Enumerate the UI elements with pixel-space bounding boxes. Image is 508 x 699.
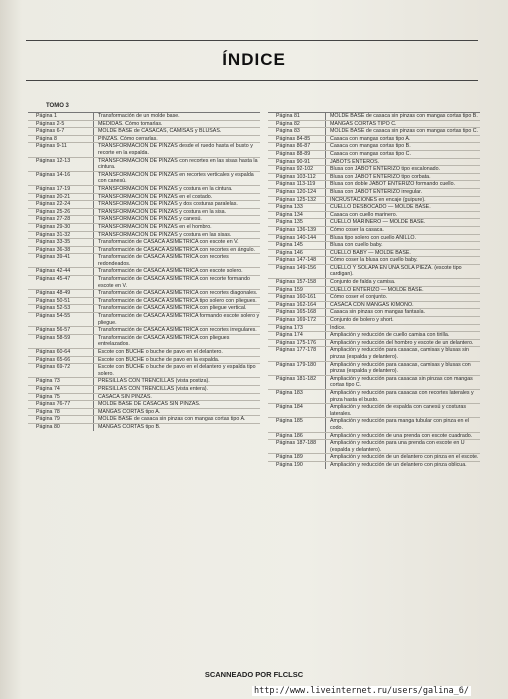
index-entry: [28, 400, 260, 408]
entry-page-number: Página 1: [28, 113, 94, 120]
entry-page-number: Página 83: [268, 128, 326, 135]
entry-page-number: Páginas 36-38: [28, 247, 94, 254]
entry-page-number: Páginas 76-77: [28, 401, 94, 408]
index-entry: [28, 253, 260, 267]
entry-page-number: Páginas 58-59: [28, 335, 94, 348]
index-entry: [28, 127, 260, 135]
index-entry: [28, 231, 260, 239]
entry-page-number: Páginas 9-11: [28, 143, 94, 156]
entry-description: TRANSFORMACION DE PINZAS y costura en la sisa.: [98, 208, 227, 215]
index-entry: [28, 326, 260, 334]
entry-description: Casaca con mangas cortas tipo A.: [330, 135, 411, 142]
index-entry: [268, 150, 480, 158]
entry-description: TRANSFORMACION DE PINZAS y costura en la cintura.: [98, 185, 233, 192]
scan-credit: SCANNEADO POR FLCLSC: [204, 670, 304, 679]
entry-description: Ampliación y reducción para una prenda con escote en U (espalda y delantero).: [330, 440, 465, 453]
entry-description: CUELLO DESBOCADO — MOLDE BASE.: [330, 204, 431, 211]
entry-description: MOLDE BASE de casaca sin pinzas con mangas cortas tipo C.: [330, 128, 479, 135]
index-entry: [268, 453, 480, 461]
entry-page-number: Páginas 86-87: [268, 143, 326, 150]
entry-page-number: Páginas 103-112: [268, 174, 326, 181]
entry-description: Ampliación y reducción para casacas con recortes laterales y pinza hasta el busto.: [330, 389, 474, 403]
index-entry: [268, 127, 480, 135]
index-entry: [28, 215, 260, 223]
entry-description: Ampliación y reducción para casacas, camisas y blusas con pinzas (espalda y delantero).: [330, 361, 471, 375]
entry-description: Indice.: [330, 324, 346, 331]
entry-page-number: Páginas 14-16: [28, 172, 94, 185]
entry-page-number: Páginas 27-28: [28, 216, 94, 223]
entry-page-number: Páginas 120-124: [268, 189, 326, 196]
index-entry: [268, 211, 480, 219]
index-entry: [28, 200, 260, 208]
index-entry: [268, 180, 480, 188]
index-entry: [28, 312, 260, 326]
entry-description: Casaca sin pinzas con mangas fantasía.: [330, 309, 426, 316]
index-entry: [268, 461, 480, 469]
entry-page-number: Página 75: [28, 394, 94, 401]
entry-page-number: Página 189: [268, 454, 326, 461]
entry-description: Transformación de CASACA ASIMETRICA con pliegue vertical.: [98, 305, 247, 312]
index-entry: [268, 301, 480, 309]
index-entry: [268, 278, 480, 286]
entry-description: PINZAS. Cómo cerrarlas.: [98, 135, 158, 142]
entry-page-number: Páginas 65-66: [28, 357, 94, 364]
entry-page-number: Páginas 90-91: [268, 159, 326, 166]
index-entry: [28, 377, 260, 385]
entry-page-number: Páginas 33-35: [28, 239, 94, 246]
index-entry: [268, 264, 480, 278]
index-entry: [28, 267, 260, 275]
entry-description: MANGAS CORTAS tipo B.: [98, 423, 161, 430]
index-entry: [28, 157, 260, 171]
entry-description: Ampliación y reducción de una prenda con escote cuadrado.: [330, 432, 473, 439]
index-entry: [268, 256, 480, 264]
entry-page-number: Páginas 48-49: [28, 290, 94, 297]
entry-description: Transformación de CASACA ASIMETRICA con recortes diagonales.: [98, 290, 258, 297]
index-entry: [268, 188, 480, 196]
entry-description: Conjunto de bolero y short.: [330, 317, 394, 324]
entry-page-number: Página 8: [28, 136, 94, 143]
entry-description: Blusa con JABOT ENTERIZO tipo escalonado.: [330, 166, 441, 173]
entry-page-number: Página 159: [268, 287, 326, 294]
index-entry: [28, 112, 260, 120]
entry-page-number: Páginas 17-19: [28, 186, 94, 193]
index-entry: [268, 165, 480, 173]
entry-page-number: Páginas 52-53: [28, 305, 94, 312]
entry-description: TRANSFORMACION DE PINZAS y canesú.: [98, 216, 202, 223]
entry-page-number: Páginas 25-26: [28, 209, 94, 216]
index-entry: [28, 289, 260, 297]
entry-page-number: Páginas 187-188: [268, 440, 326, 453]
entry-page-number: Página 81: [268, 113, 326, 120]
entry-description: Escote con BUCHE o buche de pavo en la espalda.: [98, 356, 220, 363]
index-entry: [268, 375, 480, 389]
entry-page-number: Páginas 60-64: [28, 349, 94, 356]
index-entry: [268, 439, 480, 453]
entry-page-number: Página 173: [268, 325, 326, 332]
entry-page-number: Páginas 177-178: [268, 347, 326, 360]
index-entry: [268, 196, 480, 204]
entry-description: MOLDE BASE DE CASACAS SIN PINZAS.: [98, 401, 201, 408]
entry-description: Transformación de CASACA ASIMETRICA con escote en V.: [98, 239, 239, 246]
index-entry: [268, 142, 480, 150]
entry-page-number: Página 184: [268, 404, 326, 417]
index-entry: [268, 234, 480, 242]
index-entry: [268, 226, 480, 234]
entry-page-number: Páginas 56-57: [28, 327, 94, 334]
entry-page-number: Página 80: [28, 424, 94, 431]
entry-description: Ampliación y reducción para casacas, camisas y blusas sin pinzas (espalda y delantero).: [330, 347, 469, 360]
entry-page-number: Página 174: [268, 332, 326, 339]
entry-description: Ampliación y reducción de un delantero con pinza en el escote.: [330, 454, 479, 461]
entry-page-number: Páginas 29-30: [28, 224, 94, 231]
index-entry: [28, 385, 260, 393]
entry-description: Cómo coser la casaca.: [330, 226, 384, 233]
index-entry: [28, 423, 260, 431]
entry-description: TRANSFORMACION DE PINZAS en el costado.: [98, 193, 213, 200]
entry-page-number: Páginas 181-182: [268, 376, 326, 389]
entry-page-number: Página 190: [268, 462, 326, 469]
entry-description: Ampliación y reducción para manga tubular con pinza en el codo.: [330, 418, 469, 431]
index-entry: [28, 238, 260, 246]
index-entry: [28, 193, 260, 201]
entry-description: Transformación de CASACA ASIMETRICA con recortes irregulares.: [98, 327, 257, 334]
entry-description: Casaca con mangas cortas tipo C.: [330, 150, 411, 157]
page-title: ÍNDICE: [222, 50, 286, 69]
entry-description: CUELLO MARINERO — MOLDE BASE.: [330, 219, 426, 226]
index-entry: [28, 348, 260, 356]
entry-description: Ampliación y reducción de espalda con canesú y costuras laterales.: [330, 404, 467, 417]
title-rule: [26, 80, 478, 81]
entry-page-number: Páginas 50-51: [28, 298, 94, 305]
entry-page-number: Página 133: [268, 204, 326, 211]
entry-page-number: Página 74: [28, 386, 94, 393]
entry-description: PRESILLAS CON TRENCILLAS (vista postiza).: [98, 378, 210, 385]
entry-description: Casaca con cuello marinero.: [330, 211, 398, 218]
entry-description: Transformación de CASACA ASIMETRICA con recortes redondeados.: [98, 254, 229, 267]
entry-description: Transformación de CASACA ASIMETRICA con recorte formando escote en V.: [98, 276, 251, 289]
index-entry: [28, 275, 260, 289]
index-entry: [268, 324, 480, 332]
entry-page-number: Páginas 165-168: [268, 309, 326, 316]
entry-description: MOLDE BASE de CASACAS, CAMISAS y BLUSAS.: [98, 128, 222, 135]
entry-description: Ampliación y reducción del hombro y escote de un delantero.: [330, 339, 474, 346]
volume-label: TOMO 3: [46, 103, 69, 109]
index-entry: [28, 334, 260, 348]
entry-page-number: Páginas 113-119: [268, 181, 326, 188]
entry-page-number: Páginas 169-172: [268, 317, 326, 324]
index-entry: [268, 417, 480, 431]
index-column-right: [268, 112, 480, 469]
entry-page-number: Páginas 20-21: [28, 194, 94, 201]
entry-page-number: Página 73: [28, 378, 94, 385]
entry-description: Blusa con JABOT ENTERIZO tipo corbata.: [330, 173, 431, 180]
entry-page-number: Páginas 136-139: [268, 227, 326, 234]
entry-description: Transformación de CASACA ASIMETRICA con escote solero.: [98, 268, 243, 275]
entry-description: CASACA CON MANGAS KIMONO.: [330, 301, 414, 308]
index-entry: [268, 218, 480, 226]
index-entry: [28, 408, 260, 416]
entry-description: Transformación de CASACA ASIMETRICA tipo solero con pliegues.: [98, 297, 257, 304]
index-entry: [268, 112, 480, 120]
entry-page-number: Páginas 162-164: [268, 302, 326, 309]
entry-page-number: Página 78: [28, 409, 94, 416]
index-entry: [28, 356, 260, 364]
index-entry: [268, 241, 480, 249]
index-entry: [268, 331, 480, 339]
index-entry: [28, 246, 260, 254]
entry-page-number: Páginas 84-85: [268, 136, 326, 143]
entry-description: Blusa con cuello baby.: [330, 242, 383, 249]
entry-description: Transformación de CASACA ASIMETRICA formando escote solero y pliegue.: [98, 313, 260, 326]
entry-description: TRANSFORMACION DE PINZAS con recortes en las sisas hasta la cintura.: [98, 157, 258, 171]
index-entry: [28, 120, 260, 128]
entry-description: CASACA SIN PINZAS.: [98, 393, 152, 400]
entry-description: Cómo coser el conjunto.: [330, 294, 388, 301]
index-entry: [28, 304, 260, 312]
index-entry: [28, 208, 260, 216]
entry-page-number: Páginas 149-156: [268, 265, 326, 278]
index-entry: [268, 158, 480, 166]
index-entry: [268, 389, 480, 403]
entry-page-number: Páginas 88-89: [268, 151, 326, 158]
entry-page-number: Página 145: [268, 242, 326, 249]
entry-description: Blusa tipo solero con cuello ANILLO.: [330, 234, 416, 241]
entry-page-number: Páginas 179-180: [268, 362, 326, 375]
entry-description: CUELLO BABY — MOLDE BASE.: [330, 249, 411, 256]
index-entry: [268, 432, 480, 440]
entry-page-number: Páginas 22-24: [28, 201, 94, 208]
entry-page-number: Página 146: [268, 250, 326, 257]
entry-page-number: Página 183: [268, 390, 326, 403]
entry-description: Blusa con JABOT ENTERIZO irregular.: [330, 188, 423, 195]
entry-description: INCRUSTACIONES en encaje (guipure).: [330, 196, 426, 203]
entry-description: CUELLO Y SOLAPA EN UNA SOLA PIEZA. (escote tipo cardigan).: [330, 264, 462, 278]
entry-page-number: Páginas 157-158: [268, 279, 326, 286]
entry-description: MANGAS CORTAS TIPO C.: [330, 120, 397, 127]
entry-description: PRESILLAS CON TRENCILLAS (vista entera).: [98, 385, 208, 392]
entry-description: Ampliación y reducción de cuello camisa con tirilla.: [330, 332, 450, 339]
entry-description: MOLDE BASE de casaca sin pinzas con mangas cortas tipo A.: [98, 416, 246, 423]
index-entry: [28, 415, 260, 423]
entry-description: MOLDE BASE de casaca sin pinzas con mangas cortas tipo B.: [330, 113, 478, 119]
entry-page-number: Páginas 2-5: [28, 121, 94, 128]
entry-description: Casaca con mangas cortas tipo B.: [330, 143, 411, 150]
entry-description: TRANSFORMACION DE PINZAS en el hombro.: [98, 223, 212, 230]
index-entry: [28, 297, 260, 305]
entry-description: Transformación de CASACA ASIMETRICA con recortes en ángulo.: [98, 246, 256, 253]
entry-page-number: Páginas 160-161: [268, 294, 326, 301]
entry-page-number: Páginas 12-13: [28, 158, 94, 171]
entry-page-number: Páginas 31-32: [28, 232, 94, 239]
index-entry: [28, 142, 260, 156]
index-entry: [268, 286, 480, 294]
index-column-left: [28, 112, 260, 431]
index-entry: [268, 120, 480, 128]
entry-description: Escote con BUCHE o buche de pavo en el delantero.: [98, 349, 223, 355]
top-rule: [26, 40, 478, 41]
entry-page-number: Página 82: [268, 121, 326, 128]
entry-description: CUELLO ENTERIZO — MOLDE BASE.: [330, 286, 424, 293]
entry-description: TRANSFORMACION DE PINZAS en recortes verticales y espalda con canesú.: [98, 171, 254, 185]
index-entry: [28, 363, 260, 377]
entry-page-number: Páginas 125-132: [268, 197, 326, 204]
index-entry: [28, 135, 260, 143]
entry-description: JABOTS ENTEROS.: [330, 158, 380, 165]
entry-page-number: Páginas 42-44: [28, 268, 94, 275]
entry-description: Transformación de CASACA ASIMETRICA con pliegues entrelazados.: [98, 334, 230, 348]
entry-description: Escote con BUCHE o buche de pavo en el delantero y espalda tipo solero.: [98, 364, 256, 377]
entry-page-number: Páginas 147-148: [268, 257, 326, 264]
entry-description: MEDIDAS. Cómo tomarlas.: [98, 120, 163, 127]
index-entry: [28, 393, 260, 401]
entry-page-number: Páginas 175-176: [268, 340, 326, 347]
index-entry: [268, 316, 480, 324]
entry-page-number: Páginas 92-102: [268, 166, 326, 173]
entry-page-number: Páginas 39-41: [28, 254, 94, 267]
source-url-watermark: http://www.liveinternet.ru/users/galina_6/: [254, 686, 469, 696]
index-entry: [268, 203, 480, 211]
entry-page-number: Páginas 69-72: [28, 364, 94, 377]
entry-page-number: Página 186: [268, 433, 326, 440]
index-entry: [28, 223, 260, 231]
entry-description: Conjunto de falda y camisa.: [330, 279, 396, 286]
index-entry: [268, 308, 480, 316]
entry-description: MANGAS CORTAS tipo A.: [98, 408, 161, 415]
index-entry: [268, 403, 480, 417]
index-entry: [28, 185, 260, 193]
entry-description: Blusa con doble JABOT ENTERIZO formando cuello.: [330, 181, 456, 188]
index-entry: [268, 361, 480, 375]
index-entry: [268, 173, 480, 181]
entry-description: Cómo coser la blusa con cuello baby.: [330, 257, 418, 264]
index-entry: [268, 293, 480, 301]
entry-page-number: Página 135: [268, 219, 326, 226]
entry-description: Ampliación y reducción para casacas sin pinzas con mangas cortas tipo C.: [330, 375, 473, 389]
entry-page-number: Páginas 45-47: [28, 276, 94, 289]
entry-page-number: Página 79: [28, 416, 94, 423]
entry-page-number: Páginas 140-144: [268, 235, 326, 242]
index-entry: [268, 249, 480, 257]
index-entry: [268, 339, 480, 347]
entry-page-number: Página 185: [268, 418, 326, 431]
entry-description: Ampliación y reducción de un delantero con pinza oblicua.: [330, 461, 467, 468]
entry-page-number: Página 134: [268, 212, 326, 219]
index-entry: [268, 346, 480, 360]
entry-page-number: Páginas 6-7: [28, 128, 94, 135]
entry-description: Transformación de un molde base.: [98, 113, 180, 119]
entry-description: TRANSFORMACION DE PINZAS y dos costuras paralelas.: [98, 201, 238, 208]
entry-description: TRANSFORMACION DE PINZAS desde el ruedo hasta el busto y recorte en la espalda.: [98, 143, 253, 156]
index-entry: [268, 135, 480, 143]
entry-description: TRANSFORMACION DE PINZAS y costura en las sisas.: [98, 231, 232, 238]
index-entry: [28, 171, 260, 185]
entry-page-number: Páginas 54-55: [28, 313, 94, 326]
